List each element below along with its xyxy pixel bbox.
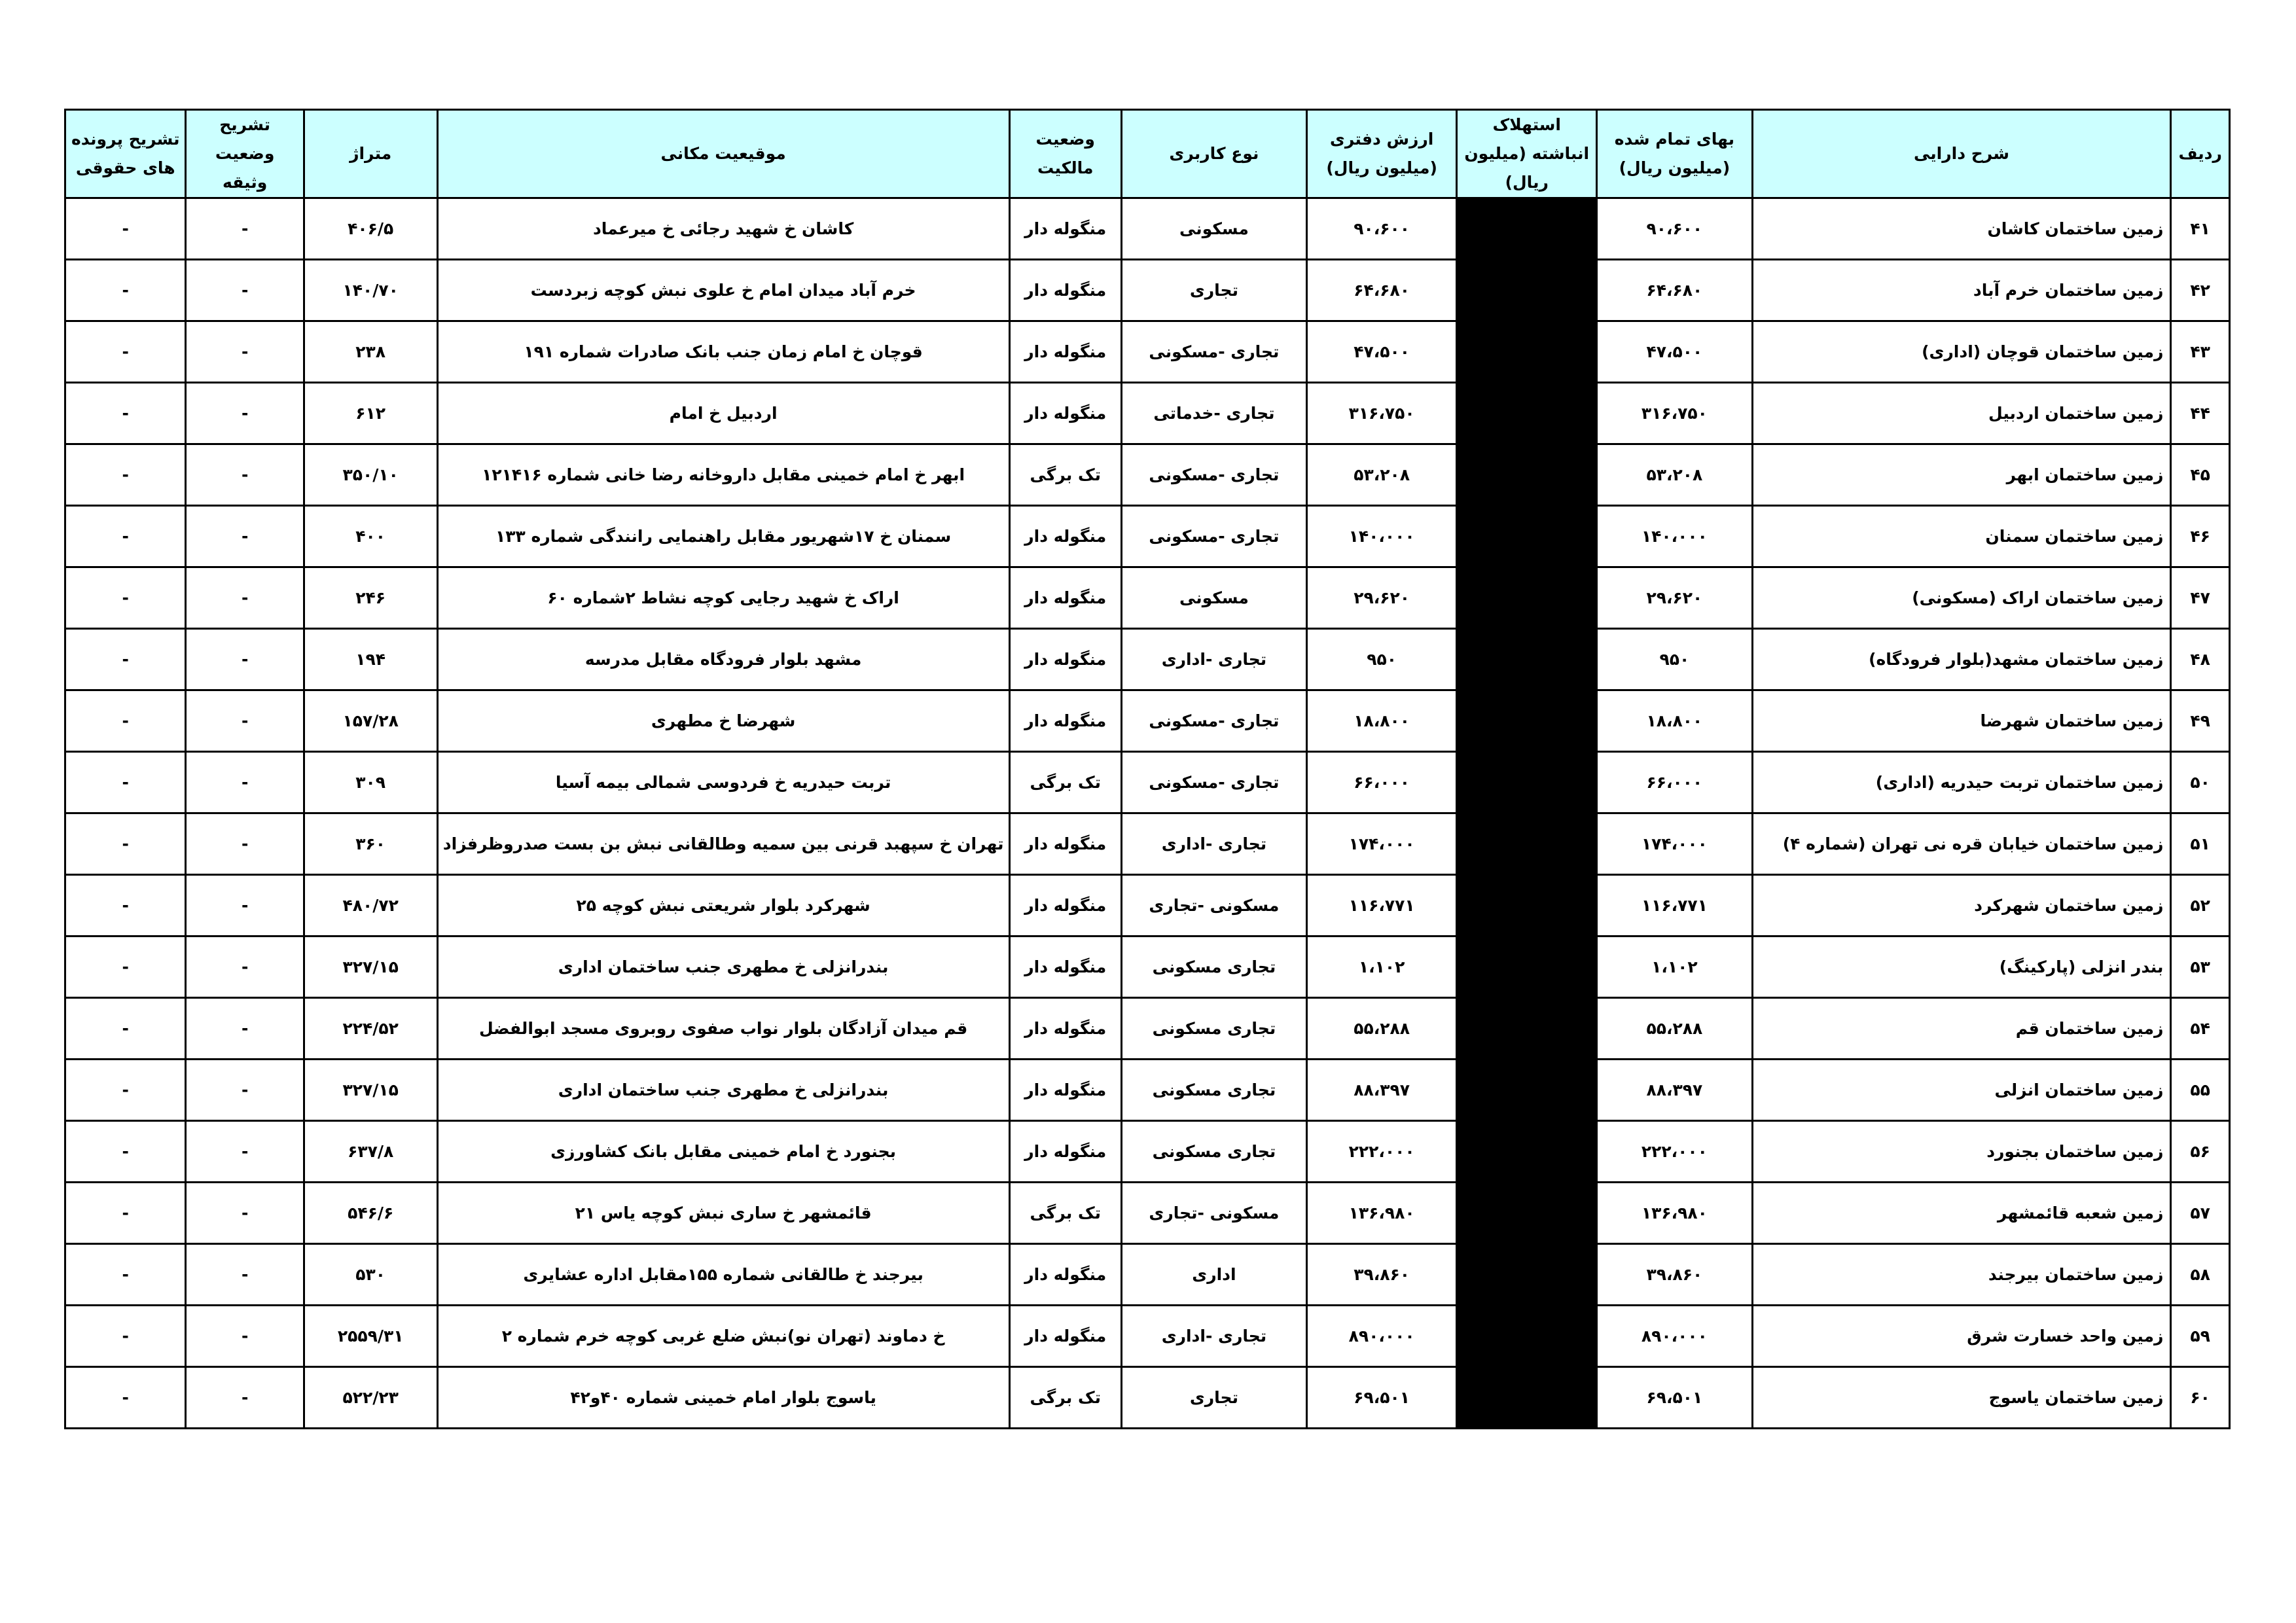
area-cell: ۳۲۷/۱۵ <box>304 1060 437 1121</box>
table-row <box>65 1244 2230 1306</box>
usage-cell: مسکونی <box>1121 198 1306 260</box>
book-value-cell: ۱۴۰،۰۰۰ <box>1307 506 1457 567</box>
legal-cell: - <box>65 875 186 936</box>
usage-cell: تجاری -مسکونی <box>1121 690 1306 752</box>
collateral-cell: - <box>186 260 304 321</box>
cost-cell: ۹۰،۶۰۰ <box>1597 198 1752 260</box>
book-value-cell: ۱۱۶،۷۷۱ <box>1307 875 1457 936</box>
legal-cell: - <box>65 1244 186 1306</box>
depreciation-cell <box>1457 1183 1597 1244</box>
location-cell: خرم آباد میدان امام خ علوی نبش کوچه زبردست <box>437 260 1009 321</box>
location-cell: کاشان خ شهید رجائی خ میرعماد <box>437 198 1009 260</box>
collateral-cell: - <box>186 1306 304 1367</box>
depreciation-cell <box>1457 383 1597 444</box>
depreciation-cell <box>1457 998 1597 1060</box>
table-row <box>65 1306 2230 1367</box>
legal-cell: - <box>65 260 186 321</box>
depreciation-cell <box>1457 1244 1597 1306</box>
row-number-cell: ۴۹ <box>2171 690 2230 752</box>
row-number-cell: ۵۸ <box>2171 1244 2230 1306</box>
location-cell: قم میدان آزادگان بلوار نواب صفوی روبروی مسجد ابوالفضل <box>437 998 1009 1060</box>
collateral-cell: - <box>186 198 304 260</box>
legal-cell: - <box>65 690 186 752</box>
collateral-cell: - <box>186 1183 304 1244</box>
ownership-cell: منگوله دار <box>1009 321 1121 383</box>
cost-cell: ۲۹،۶۲۰ <box>1597 567 1752 629</box>
usage-cell: تجاری مسکونی <box>1121 1121 1306 1183</box>
collateral-cell: - <box>186 936 304 998</box>
depreciation-cell <box>1457 1306 1597 1367</box>
ownership-cell: تک برگی <box>1009 1367 1121 1429</box>
description-cell: زمین ساختمان بجنورد <box>1752 1121 2171 1183</box>
ownership-cell: تک برگی <box>1009 444 1121 506</box>
depreciation-cell <box>1457 1060 1597 1121</box>
usage-cell: اداری <box>1121 1244 1306 1306</box>
book-value-cell: ۸۹۰،۰۰۰ <box>1307 1306 1457 1367</box>
location-cell: ابهر خ امام خمینی مقابل داروخانه رضا خانی شماره ۱۲۱۴۱۶ <box>437 444 1009 506</box>
ownership-cell: منگوله دار <box>1009 1306 1121 1367</box>
row-number-cell: ۵۵ <box>2171 1060 2230 1121</box>
table-row <box>65 1183 2230 1244</box>
header-description: شرح دارایی <box>1752 110 2171 198</box>
depreciation-cell <box>1457 567 1597 629</box>
row-number-cell: ۶۰ <box>2171 1367 2230 1429</box>
ownership-cell: منگوله دار <box>1009 198 1121 260</box>
depreciation-cell <box>1457 444 1597 506</box>
table-row <box>65 1121 2230 1183</box>
row-number-cell: ۵۰ <box>2171 752 2230 813</box>
table-row <box>65 690 2230 752</box>
header-row-number: ردیف <box>2171 110 2230 198</box>
table-row <box>65 444 2230 506</box>
depreciation-cell <box>1457 198 1597 260</box>
area-cell: ۴۸۰/۷۲ <box>304 875 437 936</box>
book-value-cell: ۱،۱۰۲ <box>1307 936 1457 998</box>
header-depreciation: استهلاک انباشته (میلیون ریال) <box>1457 110 1597 198</box>
description-cell: زمین ساختمان یاسوج <box>1752 1367 2171 1429</box>
ownership-cell: منگوله دار <box>1009 567 1121 629</box>
description-cell: زمین ساختمان سمنان <box>1752 506 2171 567</box>
row-number-cell: ۴۴ <box>2171 383 2230 444</box>
legal-cell: - <box>65 383 186 444</box>
row-number-cell: ۵۳ <box>2171 936 2230 998</box>
area-cell: ۵۲۲/۲۳ <box>304 1367 437 1429</box>
legal-cell: - <box>65 321 186 383</box>
area-cell: ۲۵۵۹/۳۱ <box>304 1306 437 1367</box>
book-value-cell: ۵۳،۲۰۸ <box>1307 444 1457 506</box>
header-location: موقیعیت مکانی <box>437 110 1009 198</box>
table-row <box>65 813 2230 875</box>
cost-cell: ۶۶،۰۰۰ <box>1597 752 1752 813</box>
book-value-cell: ۸۸،۳۹۷ <box>1307 1060 1457 1121</box>
location-cell: بجنورد خ امام خمینی مقابل بانک کشاورزی <box>437 1121 1009 1183</box>
table-row <box>65 198 2230 260</box>
description-cell: زمین ساختمان شهرکرد <box>1752 875 2171 936</box>
legal-cell: - <box>65 1306 186 1367</box>
row-number-cell: ۵۲ <box>2171 875 2230 936</box>
header-cost: بهای تمام شده (میلیون ریال) <box>1597 110 1752 198</box>
description-cell: زمین ساختمان قوچان (اداری) <box>1752 321 2171 383</box>
usage-cell: تجاری -مسکونی <box>1121 444 1306 506</box>
legal-cell: - <box>65 813 186 875</box>
ownership-cell: منگوله دار <box>1009 1121 1121 1183</box>
depreciation-cell <box>1457 260 1597 321</box>
row-number-cell: ۵۶ <box>2171 1121 2230 1183</box>
row-number-cell: ۵۷ <box>2171 1183 2230 1244</box>
location-cell: تهران خ سپهبد قرنی بین سمیه وطالقانی نبش بن بست صدروظرفزاد <box>437 813 1009 875</box>
collateral-cell: - <box>186 506 304 567</box>
cost-cell: ۳۹،۸۶۰ <box>1597 1244 1752 1306</box>
location-cell: مشهد بلوار فرودگاه مقابل مدرسه <box>437 629 1009 690</box>
book-value-cell: ۲۹،۶۲۰ <box>1307 567 1457 629</box>
collateral-cell: - <box>186 567 304 629</box>
location-cell: بندرانزلی خ مطهری جنب ساختمان اداری <box>437 936 1009 998</box>
ownership-cell: منگوله دار <box>1009 1244 1121 1306</box>
cost-cell: ۴۷،۵۰۰ <box>1597 321 1752 383</box>
book-value-cell: ۶۹،۵۰۱ <box>1307 1367 1457 1429</box>
row-number-cell: ۴۵ <box>2171 444 2230 506</box>
usage-cell: تجاری -مسکونی <box>1121 321 1306 383</box>
ownership-cell: منگوله دار <box>1009 506 1121 567</box>
description-cell: زمین ساختمان خرم آباد <box>1752 260 2171 321</box>
collateral-cell: - <box>186 383 304 444</box>
table-row <box>65 629 2230 690</box>
collateral-cell: - <box>186 1244 304 1306</box>
row-number-cell: ۵۴ <box>2171 998 2230 1060</box>
table-row <box>65 506 2230 567</box>
row-number-cell: ۵۱ <box>2171 813 2230 875</box>
location-cell: یاسوج بلوار امام خمینی شماره ۴۰و۴۲ <box>437 1367 1009 1429</box>
usage-cell: مسکونی -تجاری <box>1121 875 1306 936</box>
usage-cell: تجاری <box>1121 260 1306 321</box>
depreciation-cell <box>1457 875 1597 936</box>
legal-cell: - <box>65 506 186 567</box>
area-cell: ۲۲۴/۵۲ <box>304 998 437 1060</box>
legal-cell: - <box>65 1060 186 1121</box>
location-cell: شهرکرد بلوار شریعتی نبش کوچه ۲۵ <box>437 875 1009 936</box>
table-row <box>65 936 2230 998</box>
table-row <box>65 260 2230 321</box>
usage-cell: مسکونی -تجاری <box>1121 1183 1306 1244</box>
header-book-value: ارزش دفتری (میلیون ریال) <box>1307 110 1457 198</box>
depreciation-cell <box>1457 752 1597 813</box>
usage-cell: تجاری مسکونی <box>1121 998 1306 1060</box>
cost-cell: ۱۷۴،۰۰۰ <box>1597 813 1752 875</box>
book-value-cell: ۶۶،۰۰۰ <box>1307 752 1457 813</box>
legal-cell: - <box>65 567 186 629</box>
book-value-cell: ۱۷۴،۰۰۰ <box>1307 813 1457 875</box>
description-cell: زمین ساختمان خیابان قره نی تهران (شماره ۴) <box>1752 813 2171 875</box>
asset-document <box>64 109 2231 1429</box>
description-cell: زمین ساختمان اردبیل <box>1752 383 2171 444</box>
ownership-cell: تک برگی <box>1009 752 1121 813</box>
header-legal: تشریح پرونده های حقوقی <box>65 110 186 198</box>
book-value-cell: ۱۳۶،۹۸۰ <box>1307 1183 1457 1244</box>
ownership-cell: منگوله دار <box>1009 383 1121 444</box>
table-row <box>65 752 2230 813</box>
legal-cell: - <box>65 198 186 260</box>
table-row <box>65 321 2230 383</box>
collateral-cell: - <box>186 629 304 690</box>
book-value-cell: ۴۷،۵۰۰ <box>1307 321 1457 383</box>
ownership-cell: منگوله دار <box>1009 998 1121 1060</box>
description-cell: بندر انزلی (پارکینگ) <box>1752 936 2171 998</box>
collateral-cell: - <box>186 1060 304 1121</box>
cost-cell: ۱۸،۸۰۰ <box>1597 690 1752 752</box>
legal-cell: - <box>65 1121 186 1183</box>
collateral-cell: - <box>186 752 304 813</box>
depreciation-cell <box>1457 813 1597 875</box>
description-cell: زمین ساختمان قم <box>1752 998 2171 1060</box>
header-ownership: وضعیت مالکیت <box>1009 110 1121 198</box>
depreciation-cell <box>1457 1121 1597 1183</box>
collateral-cell: - <box>186 875 304 936</box>
area-cell: ۲۳۸ <box>304 321 437 383</box>
location-cell: قائمشهر خ ساری نبش کوچه یاس ۲۱ <box>437 1183 1009 1244</box>
description-cell: زمین واحد خسارت شرق <box>1752 1306 2171 1367</box>
depreciation-cell <box>1457 321 1597 383</box>
collateral-cell: - <box>186 444 304 506</box>
cost-cell: ۶۴،۶۸۰ <box>1597 260 1752 321</box>
area-cell: ۴۰۰ <box>304 506 437 567</box>
row-number-cell: ۴۷ <box>2171 567 2230 629</box>
row-number-cell: ۴۶ <box>2171 506 2230 567</box>
usage-cell: تجاری -اداری <box>1121 1306 1306 1367</box>
usage-cell: تجاری مسکونی <box>1121 1060 1306 1121</box>
collateral-cell: - <box>186 690 304 752</box>
table-row <box>65 998 2230 1060</box>
usage-cell: تجاری مسکونی <box>1121 936 1306 998</box>
location-cell: سمنان خ ۱۷شهریور مقابل راهنمایی رانندگی شماره ۱۳۳ <box>437 506 1009 567</box>
book-value-cell: ۱۸،۸۰۰ <box>1307 690 1457 752</box>
usage-cell: تجاری -مسکونی <box>1121 506 1306 567</box>
ownership-cell: منگوله دار <box>1009 1060 1121 1121</box>
description-cell: زمین ساختمان اراک (مسکونی) <box>1752 567 2171 629</box>
depreciation-cell <box>1457 1367 1597 1429</box>
table-body <box>65 198 2230 1429</box>
legal-cell: - <box>65 936 186 998</box>
legal-cell: - <box>65 1367 186 1429</box>
area-cell: ۳۰۹ <box>304 752 437 813</box>
ownership-cell: منگوله دار <box>1009 875 1121 936</box>
area-cell: ۳۵۰/۱۰ <box>304 444 437 506</box>
ownership-cell: منگوله دار <box>1009 629 1121 690</box>
cost-cell: ۲۲۲،۰۰۰ <box>1597 1121 1752 1183</box>
area-cell: ۱۵۷/۲۸ <box>304 690 437 752</box>
depreciation-cell <box>1457 936 1597 998</box>
table-row <box>65 567 2230 629</box>
cost-cell: ۸۸،۳۹۷ <box>1597 1060 1752 1121</box>
description-cell: زمین شعبه قائمشهر <box>1752 1183 2171 1244</box>
book-value-cell: ۹۵۰ <box>1307 629 1457 690</box>
location-cell: تربت حیدریه خ فردوسی شمالی بیمه آسیا <box>437 752 1009 813</box>
book-value-cell: ۵۵،۲۸۸ <box>1307 998 1457 1060</box>
area-cell: ۳۶۰ <box>304 813 437 875</box>
book-value-cell: ۳۱۶،۷۵۰ <box>1307 383 1457 444</box>
cost-cell: ۳۱۶،۷۵۰ <box>1597 383 1752 444</box>
header-usage: نوع کاربری <box>1121 110 1306 198</box>
usage-cell: تجاری -خدماتی <box>1121 383 1306 444</box>
area-cell: ۵۴۶/۶ <box>304 1183 437 1244</box>
legal-cell: - <box>65 629 186 690</box>
location-cell: بیرجند خ طالقانی شماره ۱۵۵مقابل اداره عشایری <box>437 1244 1009 1306</box>
usage-cell: تجاری -مسکونی <box>1121 752 1306 813</box>
cost-cell: ۸۹۰،۰۰۰ <box>1597 1306 1752 1367</box>
area-cell: ۴۰۶/۵ <box>304 198 437 260</box>
usage-cell: تجاری <box>1121 1367 1306 1429</box>
ownership-cell: تک برگی <box>1009 1183 1121 1244</box>
ownership-cell: منگوله دار <box>1009 260 1121 321</box>
description-cell: زمین ساختمان بیرجند <box>1752 1244 2171 1306</box>
header-row <box>65 110 2230 198</box>
asset-table <box>64 109 2231 1429</box>
book-value-cell: ۲۲۲،۰۰۰ <box>1307 1121 1457 1183</box>
depreciation-cell <box>1457 629 1597 690</box>
description-cell: زمین ساختمان انزلی <box>1752 1060 2171 1121</box>
legal-cell: - <box>65 444 186 506</box>
book-value-cell: ۳۹،۸۶۰ <box>1307 1244 1457 1306</box>
row-number-cell: ۴۲ <box>2171 260 2230 321</box>
description-cell: زمین ساختمان شهرضا <box>1752 690 2171 752</box>
description-cell: زمین ساختمان تربت حیدریه (اداری) <box>1752 752 2171 813</box>
depreciation-cell <box>1457 506 1597 567</box>
area-cell: ۱۹۴ <box>304 629 437 690</box>
table-row <box>65 875 2230 936</box>
table-row <box>65 1060 2230 1121</box>
cost-cell: ۱۴۰،۰۰۰ <box>1597 506 1752 567</box>
collateral-cell: - <box>186 998 304 1060</box>
cost-cell: ۶۹،۵۰۱ <box>1597 1367 1752 1429</box>
book-value-cell: ۹۰،۶۰۰ <box>1307 198 1457 260</box>
collateral-cell: - <box>186 813 304 875</box>
collateral-cell: - <box>186 1121 304 1183</box>
area-cell: ۱۴۰/۷۰ <box>304 260 437 321</box>
cost-cell: ۱،۱۰۲ <box>1597 936 1752 998</box>
legal-cell: - <box>65 752 186 813</box>
row-number-cell: ۴۱ <box>2171 198 2230 260</box>
area-cell: ۶۱۲ <box>304 383 437 444</box>
header-collateral: تشریح وضعیت وثیقه <box>186 110 304 198</box>
location-cell: بندرانزلی خ مطهری جنب ساختمان اداری <box>437 1060 1009 1121</box>
legal-cell: - <box>65 1183 186 1244</box>
depreciation-cell <box>1457 690 1597 752</box>
table-row <box>65 383 2230 444</box>
cost-cell: ۹۵۰ <box>1597 629 1752 690</box>
usage-cell: مسکونی <box>1121 567 1306 629</box>
location-cell: قوچان خ امام زمان جنب بانک صادرات شماره ۱۹۱ <box>437 321 1009 383</box>
header-area: متراژ <box>304 110 437 198</box>
cost-cell: ۵۳،۲۰۸ <box>1597 444 1752 506</box>
usage-cell: تجاری -اداری <box>1121 813 1306 875</box>
row-number-cell: ۴۳ <box>2171 321 2230 383</box>
ownership-cell: منگوله دار <box>1009 936 1121 998</box>
collateral-cell: - <box>186 1367 304 1429</box>
location-cell: خ دماوند (تهران نو)نبش ضلع غربی کوچه خرم شماره ۲ <box>437 1306 1009 1367</box>
cost-cell: ۱۳۶،۹۸۰ <box>1597 1183 1752 1244</box>
ownership-cell: منگوله دار <box>1009 813 1121 875</box>
usage-cell: تجاری -اداری <box>1121 629 1306 690</box>
cost-cell: ۵۵،۲۸۸ <box>1597 998 1752 1060</box>
location-cell: شهرضا خ مطهری <box>437 690 1009 752</box>
description-cell: زمین ساختمان کاشان <box>1752 198 2171 260</box>
row-number-cell: ۴۸ <box>2171 629 2230 690</box>
area-cell: ۲۴۶ <box>304 567 437 629</box>
book-value-cell: ۶۴،۶۸۰ <box>1307 260 1457 321</box>
location-cell: اردبیل خ امام <box>437 383 1009 444</box>
description-cell: زمین ساختمان ابهر <box>1752 444 2171 506</box>
collateral-cell: - <box>186 321 304 383</box>
area-cell: ۳۲۷/۱۵ <box>304 936 437 998</box>
description-cell: زمین ساختمان مشهد(بلوار فرودگاه) <box>1752 629 2171 690</box>
ownership-cell: منگوله دار <box>1009 690 1121 752</box>
location-cell: اراک خ شهید رجایی کوچه نشاط ۲شماره ۶۰ <box>437 567 1009 629</box>
table-row <box>65 1367 2230 1429</box>
cost-cell: ۱۱۶،۷۷۱ <box>1597 875 1752 936</box>
legal-cell: - <box>65 998 186 1060</box>
area-cell: ۵۳۰ <box>304 1244 437 1306</box>
area-cell: ۶۳۷/۸ <box>304 1121 437 1183</box>
row-number-cell: ۵۹ <box>2171 1306 2230 1367</box>
